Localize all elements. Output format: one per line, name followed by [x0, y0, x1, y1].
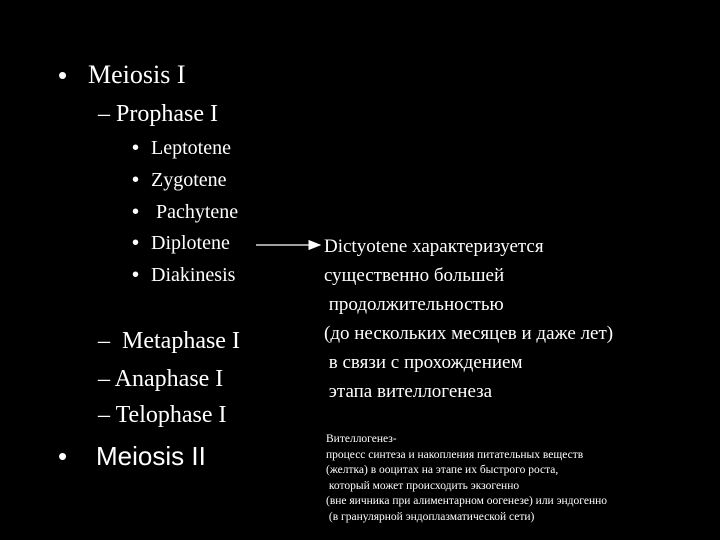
dictyotene-line: в связи с прохождением — [324, 352, 523, 373]
meiosis-2-heading: Meiosis II — [96, 441, 206, 471]
bullet: • — [58, 441, 68, 471]
meiosis-1-heading: Meiosis I — [88, 60, 186, 89]
bullet: • — [132, 169, 140, 191]
bullet: • — [132, 137, 140, 159]
bullet: • — [58, 60, 68, 90]
dictyotene-line: этапа вителлогенеза — [324, 381, 493, 402]
vitellogenesis-line: Вителлогенез- — [326, 433, 397, 445]
stage-pachytene: Pachytene — [151, 201, 239, 223]
bullet: • — [132, 264, 140, 286]
prophase-1-item: – Prophase I — [98, 101, 218, 127]
metaphase-1-item: – Metaphase I — [98, 328, 240, 354]
bullet: • — [132, 232, 140, 254]
dictyotene-line: продолжительностью — [324, 294, 504, 315]
stage-diplotene: Diplotene — [151, 232, 230, 254]
dictyotene-line: Dictyotene характеризуется — [324, 236, 544, 257]
stage-diakinesis: Diakinesis — [151, 264, 236, 286]
dictyotene-description — [324, 232, 613, 406]
vitellogenesis-line: (желтка) в ооцитах на этапе их быстрого роста, — [326, 464, 559, 476]
vitellogenesis-line: процесс синтеза и накопления питательных веществ — [326, 448, 584, 461]
dictyotene-line: (до нескольких месяцев и даже лет) — [324, 323, 614, 344]
anaphase-1-item: – Anaphase I — [98, 366, 224, 392]
stage-zygotene: Zygotene — [151, 169, 227, 191]
dictyotene-line: существенно большей — [324, 265, 505, 286]
vitellogenesis-line: который может происходить экзогенно — [326, 479, 520, 492]
vitellogenesis-line: (в гранулярной эндоплазматической сети) — [326, 510, 535, 523]
telophase-1-item: – Telophase I — [98, 402, 227, 428]
stage-leptotene: Leptotene — [151, 137, 231, 159]
vitellogenesis-line: (вне яичника при алиментарном оогенезе) или эндогенно — [326, 495, 608, 507]
vitellogenesis-note — [326, 432, 607, 525]
bullet: • — [132, 201, 140, 223]
